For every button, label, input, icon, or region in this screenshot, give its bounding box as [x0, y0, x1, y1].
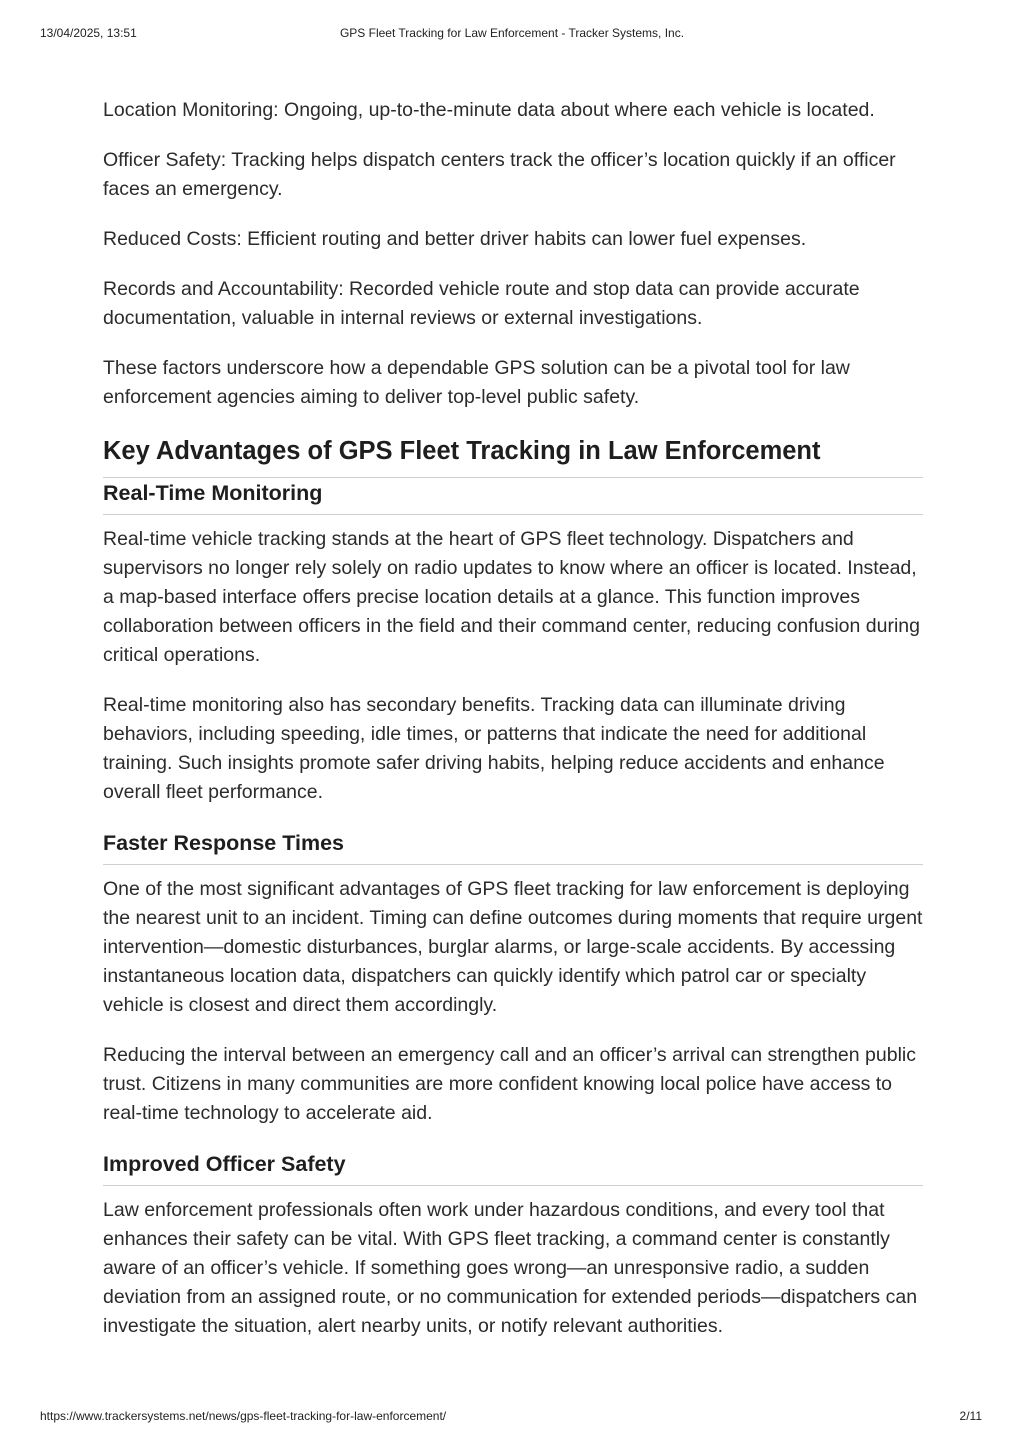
section-heading: Key Advantages of GPS Fleet Tracking in Law Enforcement	[103, 433, 923, 478]
intro-paragraph: Reduced Costs: Efficient routing and better driver habits can lower fuel expenses.	[103, 228, 807, 250]
subsection-heading: Real-Time Monitoring	[103, 478, 923, 515]
subsection-heading: Improved Officer Safety	[103, 1149, 923, 1186]
intro-paragraph: Records and Accountability: Recorded vehicle route and stop data can provide accurate documentation, valuable in internal reviews or external investigations.	[103, 278, 860, 329]
intro-paragraph: These factors underscore how a dependable GPS solution can be a pivotal tool for law enforcement agencies aiming to deliver top-level public safety.	[103, 357, 850, 408]
page-number: 2/11	[959, 1409, 982, 1423]
print-header	[0, 26, 1024, 42]
body-paragraph: One of the most significant advantages of GPS fleet tracking for law enforcement is deploying the nearest unit to an incident. Timing can define outcomes during moments that require urgent intervention—domestic disturbances, burglar alarms, or large-scale accidents. By accessing instantaneous location data, dispatchers can quickly identify which patrol car or specialty vehicle is closest and direct them accordingly.	[103, 878, 923, 1016]
subsection-real-time-monitoring	[103, 478, 923, 807]
body-paragraph: Reducing the interval between an emergency call and an officer’s arrival can strengthen public trust. Citizens in many communities are more confident knowing local police have access to real-time technology to accelerate aid.	[103, 1044, 916, 1124]
body-paragraph: Real-time vehicle tracking stands at the heart of GPS fleet technology. Dispatchers and supervisors no longer rely solely on radio updates to know where an officer is located. Instead, a map-based interface offers precise location details at a glance. This function improves collaboration between officers in the field and their command center, reducing confusion during critical operations.	[103, 528, 920, 666]
subsection-faster-response-times	[103, 828, 923, 1128]
article-content	[103, 96, 923, 1362]
print-page-title: GPS Fleet Tracking for Law Enforcement - Tracker Systems, Inc.	[339, 26, 685, 40]
intro-paragraph: Location Monitoring: Ongoing, up-to-the-minute data about where each vehicle is located.	[103, 99, 875, 121]
body-paragraph: Real-time monitoring also has secondary benefits. Tracking data can illuminate driving behaviors, including speeding, idle times, or patterns that indicate the need for additional training. Such insights promote safer driving habits, helping reduce accidents and enhance overall fleet performance.	[103, 694, 885, 803]
body-paragraph: Law enforcement professionals often work under hazardous conditions, and every tool that enhances their safety can be vital. With GPS fleet tracking, a command center is constantly aware of an officer’s vehicle. If something goes wrong—an unresponsive radio, a sudden deviation from an assigned route, or no communication for extended periods—dispatchers can investigate the situation, alert nearby units, or notify relevant authorities.	[103, 1199, 918, 1337]
subsection-improved-officer-safety	[103, 1149, 923, 1341]
page-url: https://www.trackersystems.net/news/gps-fleet-tracking-for-law-enforcement/	[40, 1409, 447, 1423]
intro-list	[103, 96, 923, 412]
intro-paragraph: Officer Safety: Tracking helps dispatch centers track the officer’s location quickly if an officer faces an emergency.	[103, 149, 896, 200]
subsection-heading: Faster Response Times	[103, 828, 923, 865]
print-date: 13/04/2025, 13:51	[40, 26, 137, 40]
print-footer	[0, 1409, 1024, 1425]
